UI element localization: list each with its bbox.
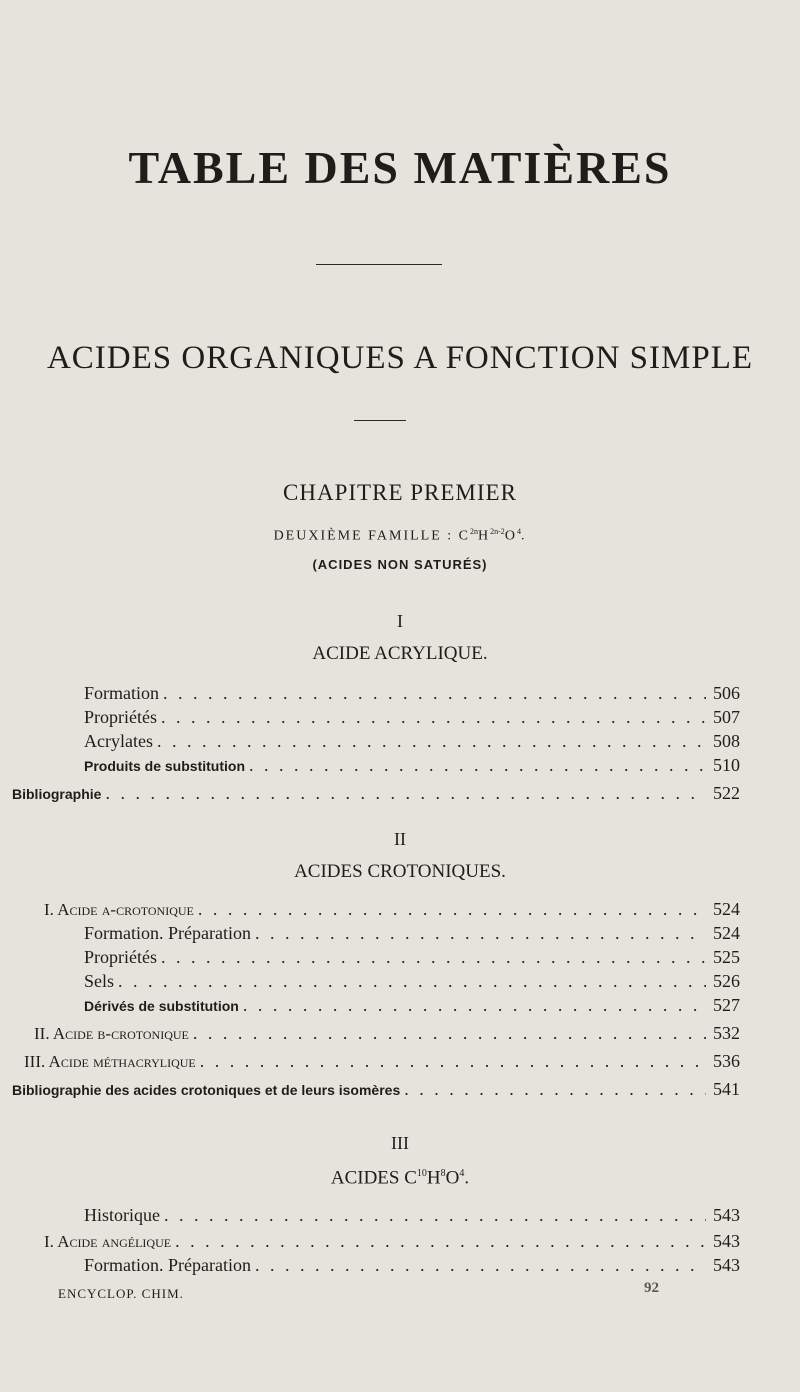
part-number: III bbox=[391, 1133, 409, 1153]
family-subtitle: (ACIDES NON SATURÉS) bbox=[312, 557, 488, 572]
divider bbox=[354, 420, 406, 421]
toc-entry: I. Acide angélique . . . 543 bbox=[44, 1230, 740, 1252]
toc-entry: Historique . . . 543 bbox=[84, 1204, 740, 1226]
part-title: ACIDES $C^{10}H^8O^4$. bbox=[330, 1167, 470, 1189]
toc-entry: Formation. Préparation . . . 543 bbox=[84, 1254, 740, 1276]
signature-mark: 92 bbox=[644, 1280, 659, 1296]
part-title: ACIDES CROTONIQUES. bbox=[294, 861, 506, 882]
section-title: ACIDES ORGANIQUES A FONCTION SIMPLE bbox=[46, 340, 754, 376]
toc-entry: Produits de substitution . . . 510 bbox=[84, 754, 740, 776]
chapter-title: CHAPITRE PREMIER bbox=[283, 480, 517, 505]
part-title: ACIDE ACRYLIQUE. bbox=[312, 643, 488, 664]
toc-entry: Formation. Préparation . . . 524 bbox=[84, 922, 740, 944]
part-number: II bbox=[394, 829, 406, 849]
toc-entry: Bibliographie . . . 522 bbox=[12, 782, 740, 804]
toc-entry: I. Acide α-crotonique . . . 524 bbox=[44, 898, 740, 920]
family-formula: DEUXIÈME FAMILLE : $C^{2n}H^{2n-2}O^4$. bbox=[273, 527, 527, 544]
part-number: I bbox=[397, 611, 403, 631]
divider bbox=[316, 264, 442, 265]
toc-entry: Propriétés . . . 507 bbox=[84, 706, 740, 728]
toc-entry: Propriétés . . . 525 bbox=[84, 946, 740, 968]
toc-entry: II. Acide β-crotonique . . . 532 bbox=[34, 1022, 740, 1044]
toc-entry: Dérivés de substitution . . . 527 bbox=[84, 994, 740, 1016]
toc-entry: III. Acide méthacrylique . . . 536 bbox=[24, 1050, 740, 1072]
toc-entry: Acrylates . . . 508 bbox=[84, 730, 740, 752]
toc-entry: Bibliographie des acides crotoniques et de leurs isomères . . . 541 bbox=[12, 1078, 740, 1100]
page-title: TABLE DES MATIÈRES bbox=[128, 142, 672, 193]
footer-text: ENCYCLOP. CHIM. bbox=[58, 1286, 184, 1301]
toc-entry: Formation . . . 506 bbox=[84, 682, 740, 704]
toc-entry: Sels . . . 526 bbox=[84, 970, 740, 992]
